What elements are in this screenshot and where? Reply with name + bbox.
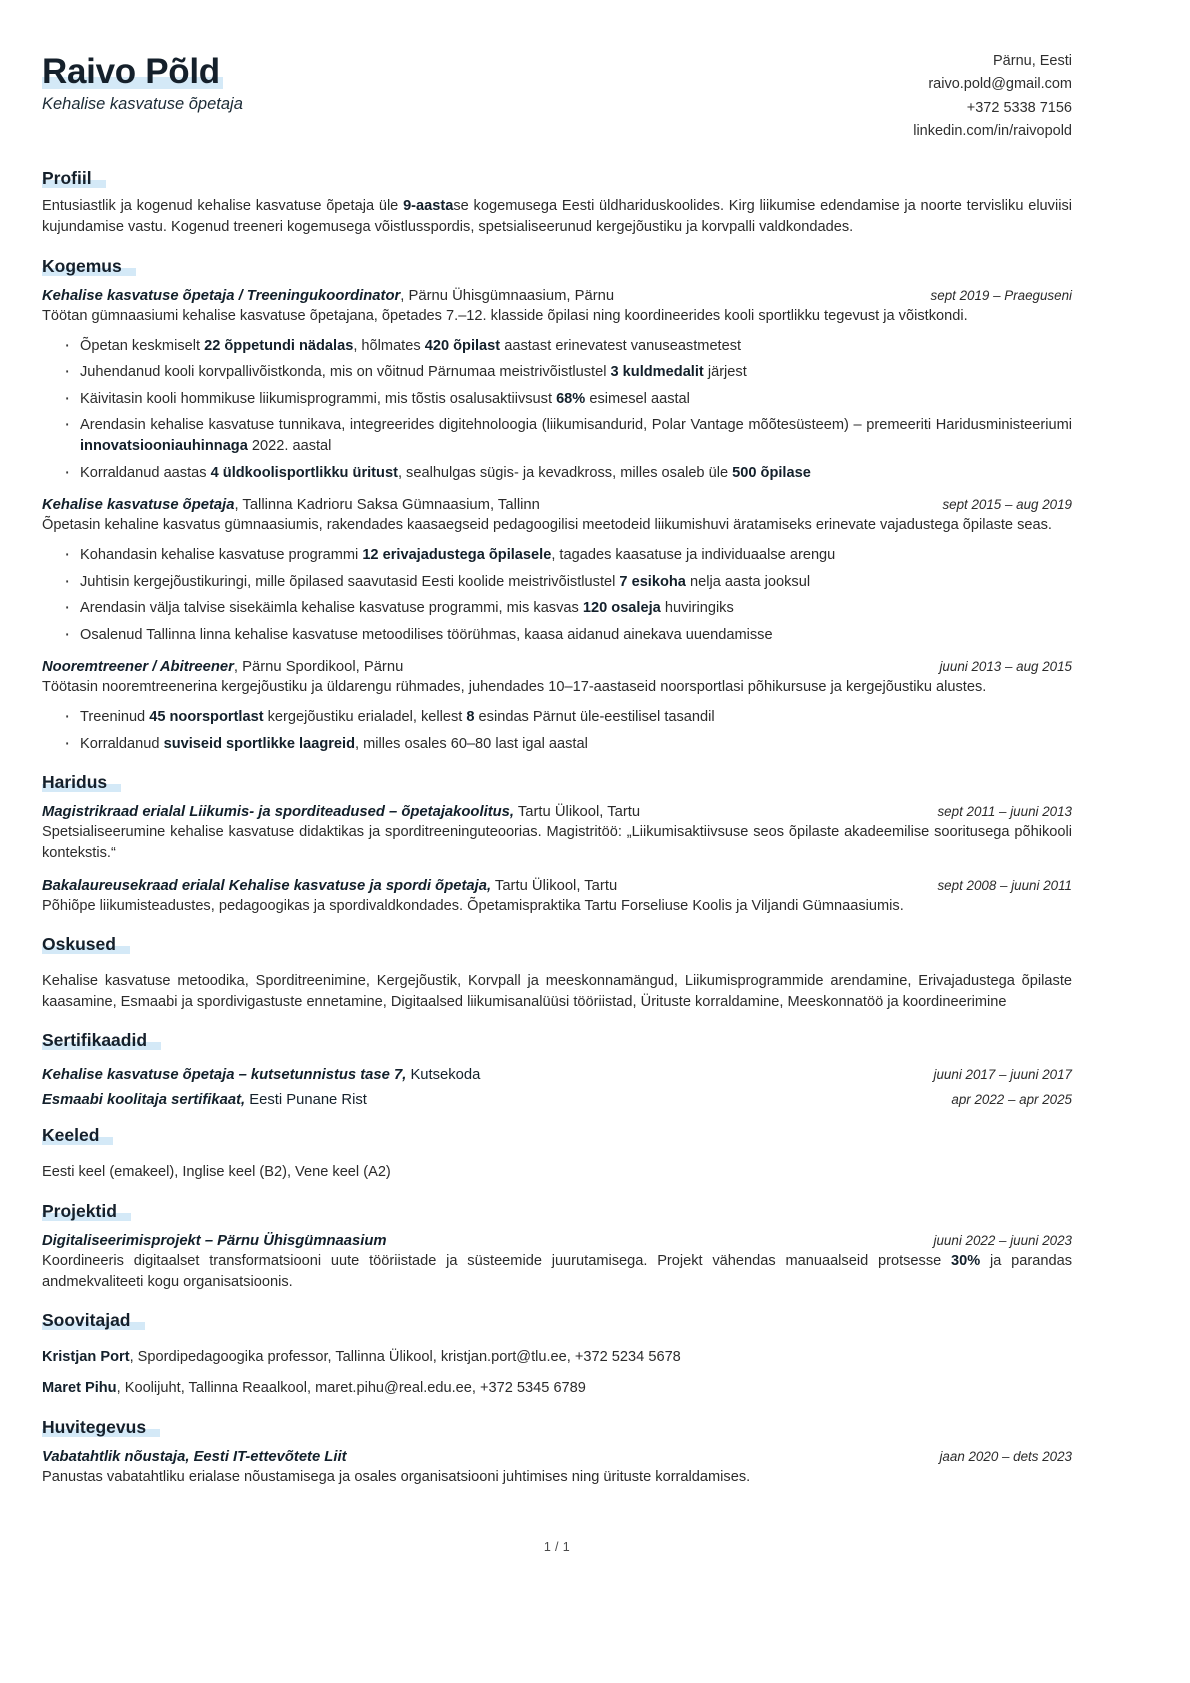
bullet-text: esimesel aastal	[585, 390, 690, 407]
entry-organization: Tartu Ülikool, Tartu	[514, 804, 641, 821]
references-list	[42, 1347, 1072, 1400]
bullet-text: Korraldanud	[80, 735, 164, 752]
section-title-references: Soovitajad	[42, 1310, 131, 1331]
bullet-item	[60, 362, 1072, 383]
projects-list	[42, 1233, 1072, 1293]
entry-role: Magistrikraad erialal Liikumis- ja sporditeadused – õpetajakoolitus,	[42, 804, 514, 821]
experience-description: Töötan gümnaasiumi kehalise kasvatuse õpetajana, õpetades 7.–12. klasside õpilasi ning koordineerides kooli sportlikku tegevust ja võistkondi.	[42, 307, 968, 324]
certificate-label	[42, 1092, 933, 1108]
bullet-text: huviringiks	[660, 600, 734, 617]
certificate-label	[42, 1067, 916, 1083]
education-description: Põhiõpe liikumisteadustes, pedagoogikas ja spordivaldkondades. Õpetamispraktika Tartu Forseliuse Koolis ja Viljandi Gümnaasiumis.	[42, 897, 904, 914]
entry-role: Digitaliseerimisprojekt – Pärnu Ühisgümnaasium	[42, 1232, 387, 1249]
experience-list	[42, 288, 1072, 756]
entry-header	[42, 1449, 1072, 1465]
bullet-text: Arendasin kehalise kasvatuse tunnikava, integreerides digitehnoloogia (liikumisandurid, Polar Vantage mõõtesüsteem) – premeeriti Haridusministeeriumi	[80, 417, 1072, 433]
education-entry	[42, 804, 1072, 864]
bullet-item	[60, 463, 1072, 484]
skills-text: Kehalise kasvatuse metoodika, Sporditreenimine, Kergejõustik, Korvpall ja meeskonnamängud, Liikumisprogrammide arendamine, Erivajadustega õpilaste kaasamine, Esmaabi ja spordivigastuste ennetamine, Digitaalsed liikumisanalüüsi tööriistad, Ürituste korraldamine, Meeskonnatöö ja koordineerimine	[42, 972, 1072, 1011]
section-projects	[42, 1201, 1072, 1293]
contact-email[interactable]: raivo.pold@gmail.com	[928, 76, 1072, 93]
languages-text: Eesti keel (emakeel), Inglise keel (B2), Vene keel (A2)	[42, 1164, 391, 1181]
candidate-job-title: Kehalise kasvatuse õpetaja	[42, 94, 243, 113]
section-title-projects: Projektid	[42, 1201, 117, 1222]
experience-date: sept 2019 – Praeguseni	[930, 287, 1072, 303]
bullet-list	[42, 707, 1072, 755]
bullet-item	[60, 336, 1072, 357]
entry-organization: , Pärnu Ühisgümnaasium, Pärnu	[400, 287, 615, 304]
bullet-emphasis: 12 erivajadustega õpilasele	[362, 547, 552, 564]
bullet-item	[60, 625, 1072, 646]
contact-block	[913, 44, 1072, 144]
bullet-emphasis: 3 kuldmedalit	[610, 364, 704, 381]
activity-description: Panustas vabatahtliku erialase nõustamisega ja osales organisatsiooni juhtimises ning ürituste korraldamises.	[42, 1468, 751, 1485]
entry-organization: , Pärnu Spordikool, Pärnu	[233, 659, 404, 676]
entry-header	[42, 497, 1072, 513]
bullet-item	[60, 545, 1072, 566]
certificate-row	[42, 1092, 1072, 1108]
education-title	[42, 804, 919, 820]
bullet-item	[60, 598, 1072, 619]
resume-header	[42, 44, 1072, 144]
experience-description: Õpetasin kehaline kasvatus gümnaasiumis, rakendades kaasaegseid pedagoogilisi meetodeid liikumishuvi äratamiseks erinevate vajadustega õpilaste seas.	[42, 517, 1052, 534]
section-title-activities: Huvitegevus	[42, 1417, 146, 1438]
bullet-emphasis: 4 üldkoolisportlikku üritust	[210, 464, 398, 481]
bullet-text: kergejõustiku erialadel, kellest	[263, 709, 467, 726]
section-certificates	[42, 1030, 1072, 1108]
entry-role: Bakalaureusekraad erialal Kehalise kasvatuse ja spordi õpetaja,	[42, 877, 492, 894]
entry-role: Kehalise kasvatuse õpetaja	[42, 497, 235, 514]
certificate-row	[42, 1067, 1072, 1083]
reference-name: Kristjan Port	[42, 1348, 130, 1365]
education-list	[42, 804, 1072, 916]
section-skills	[42, 934, 1072, 1014]
education-date: sept 2008 – juuni 2011	[937, 877, 1072, 893]
contact-linkedin[interactable]: linkedin.com/in/raivopold	[913, 123, 1072, 140]
activities-list	[42, 1449, 1072, 1488]
certificates-list	[42, 1067, 1072, 1108]
section-languages	[42, 1125, 1072, 1183]
entry-header	[42, 804, 1072, 820]
certificate-date: apr 2022 – apr 2025	[951, 1092, 1072, 1108]
bullet-text: Juhtisin kergejõustikuringi, mille õpilased saavutasid Eesti koolide meistrivõistlustel	[80, 573, 620, 590]
bullet-item	[60, 707, 1072, 728]
reference-item	[42, 1378, 1072, 1400]
bullet-text: Arendasin välja talvise sisekäimla kehalise kasvatuse programmi, mis kasvas	[80, 600, 583, 617]
bullet-text: , milles osales 60–80 last igal aastal	[355, 735, 588, 752]
bullet-text: Korraldanud aastas	[80, 464, 211, 481]
bullet-text: aastast erinevatest vanuseastmetest	[500, 337, 742, 354]
section-education	[42, 772, 1072, 916]
entry-role: Kehalise kasvatuse õpetaja / Treeningukoordinator	[42, 287, 401, 304]
bullet-emphasis: 420 õpilast	[424, 337, 501, 354]
experience-title	[42, 497, 924, 513]
education-description: Spetsialiseerumine kehalise kasvatuse didaktikas ja sporditreeninguteoorias. Magistritöö: „Liikumisaktiivsuse seos õpilaste akadeemilise sooritusega põhikooli kontekstis.“	[42, 824, 1072, 862]
project-emphasis: 30%	[951, 1252, 981, 1269]
contact-phone[interactable]: +372 5338 7156	[966, 99, 1072, 116]
bullet-text: Kohandasin kehalise kasvatuse programmi	[80, 547, 363, 564]
section-profile	[42, 168, 1072, 239]
certificate-date: juuni 2017 – juuni 2017	[933, 1067, 1072, 1083]
bullet-emphasis: 120 osaleja	[582, 600, 661, 617]
page-title	[42, 54, 220, 91]
reference-detail: , Spordipedagoogika professor, Tallinna Ülikool, kristjan.port@tlu.ee, +372 5234 5678	[129, 1348, 681, 1365]
profile-text	[42, 196, 1072, 239]
identity-block	[42, 44, 243, 114]
activity-date: jaan 2020 – dets 2023	[939, 1448, 1072, 1464]
project-description	[42, 1251, 1072, 1293]
reference-detail: , Koolijuht, Tallinna Reaalkool, maret.pihu@real.edu.ee, +372 5345 6789	[116, 1379, 586, 1396]
activity-entry	[42, 1449, 1072, 1488]
experience-entry	[42, 659, 1072, 755]
experience-date: juuni 2013 – aug 2015	[939, 659, 1072, 675]
project-text: Koordineeris digitaalset transformatsiooni uute tööriistade ja süsteemide juurutamisega. Projekt vähendas manuaalseid protsesse	[42, 1252, 952, 1269]
entry-header	[42, 288, 1072, 304]
certificate-name: Esmaabi koolitaja sertifikaat,	[42, 1092, 246, 1109]
bullet-text: esindas Pärnut üle-eestilisel tasandil	[474, 709, 715, 726]
section-title-experience: Kogemus	[42, 256, 122, 277]
section-title-education: Haridus	[42, 772, 107, 793]
bullet-text: Käivitasin kooli hommikuse liikumisprogrammi, mis tõstis osalusaktiivsust	[80, 390, 557, 407]
bullet-emphasis: 22 õppetundi nädalas	[204, 337, 354, 354]
bullet-text: , hõlmates	[353, 337, 425, 354]
certificate-issuer: Eesti Punane Rist	[245, 1092, 367, 1109]
section-title-profile: Profiil	[42, 168, 92, 189]
page-footer	[42, 1488, 1072, 1578]
bullet-text: Õpetan keskmiselt	[80, 337, 205, 354]
project-text: ja parandas andmekvaliteeti kogu organisatsioonis.	[42, 1252, 1072, 1290]
bullet-text: , tagades kaasatuse ja individuaalse arengu	[551, 547, 836, 564]
experience-title	[42, 288, 913, 304]
profile-highlight-years: 9-aasta	[403, 197, 454, 214]
bullet-text: Osalenud Tallinna linna kehalise kasvatuse metoodilises töörühmas, kaasa aidanud ainekava uuendamisse	[80, 626, 773, 643]
experience-date: sept 2015 – aug 2019	[942, 497, 1072, 513]
candidate-name: Raivo Põld	[42, 52, 220, 91]
section-activities	[42, 1417, 1072, 1488]
page-indicator: 1 / 1	[543, 1539, 571, 1554]
bullet-item	[60, 389, 1072, 410]
profile-text-part-2: se kogemusega Eesti üldhariduskoolides. Kirg liikumise edendamise ja noorte tervisliku eluviisi kujundamise vastu. Kogenud treeneri kogemusega võistlusspordis, spetsialiseerunud kergejõustiku ja korvpalli valdkondades.	[42, 197, 1072, 236]
reference-item	[42, 1347, 1072, 1369]
bullet-text: nelja aasta jooksul	[685, 573, 811, 590]
certificate-issuer: Kutsekoda	[406, 1067, 481, 1084]
experience-description: Töötasin nooremtreenerina kergejõustiku ja üldarengu rühmades, juhendades 10–17-aastaseid noorsportlasi põhikursuse ja kergejõustiku alustes.	[42, 679, 987, 696]
education-entry	[42, 878, 1072, 917]
bullet-emphasis: suviseid sportlikke laagreid	[163, 735, 355, 752]
bullet-emphasis: 7 esikoha	[619, 573, 686, 590]
bullet-text: , sealhulgas sügis- ja kevadkross, milles osaleb üle	[397, 464, 733, 481]
section-experience	[42, 256, 1072, 756]
section-title-languages: Keeled	[42, 1125, 99, 1146]
profile-text-part-1: Entusiastlik ja kogenud kehalise kasvatuse õpetaja üle	[42, 197, 404, 214]
bullet-emphasis: innovatsiooniauhinnaga	[80, 438, 248, 455]
entry-organization: , Tallinna Kadrioru Saksa Gümnaasium, Tallinn	[234, 497, 540, 514]
education-title	[42, 878, 919, 894]
bullet-item	[60, 415, 1072, 458]
bullet-emphasis: 8	[466, 709, 475, 726]
bullet-emphasis: 45 noorsportlast	[149, 709, 264, 726]
reference-name: Maret Pihu	[42, 1379, 117, 1396]
project-title	[42, 1233, 916, 1249]
section-title-certificates: Sertifikaadid	[42, 1030, 147, 1051]
project-date: juuni 2022 – juuni 2023	[933, 1232, 1072, 1248]
entry-header	[42, 1233, 1072, 1249]
bullet-item	[60, 572, 1072, 593]
entry-header	[42, 659, 1072, 675]
bullet-item	[60, 734, 1072, 755]
project-entry	[42, 1233, 1072, 1293]
bullet-text: Juhendanud kooli korvpallivõistkonda, mis on võitnud Pärnumaa meistrivõistlustel	[80, 364, 611, 381]
experience-entry	[42, 288, 1072, 485]
entry-role: Vabatahtlik nõustaja, Eesti IT-ettevõtete Liit	[42, 1448, 347, 1465]
education-date: sept 2011 – juuni 2013	[937, 804, 1072, 820]
bullet-emphasis: 68%	[556, 390, 586, 407]
section-references	[42, 1310, 1072, 1400]
section-title-skills: Oskused	[42, 934, 116, 955]
bullet-text: järjest	[703, 364, 747, 381]
entry-header	[42, 878, 1072, 894]
experience-title	[42, 659, 921, 675]
experience-entry	[42, 497, 1072, 646]
contact-location: Pärnu, Eesti	[993, 53, 1072, 69]
bullet-list	[42, 336, 1072, 485]
bullet-list	[42, 545, 1072, 646]
activity-title	[42, 1449, 921, 1465]
bullet-emphasis: 500 õpilase	[732, 464, 811, 481]
entry-organization: Tartu Ülikool, Tartu	[491, 877, 618, 894]
bullet-text: 2022. aastal	[247, 438, 332, 455]
entry-role: Nooremtreener / Abitreener	[42, 659, 234, 676]
bullet-text: Treeninud	[80, 709, 150, 726]
certificate-name: Kehalise kasvatuse õpetaja – kutsetunnistus tase 7,	[42, 1067, 407, 1084]
